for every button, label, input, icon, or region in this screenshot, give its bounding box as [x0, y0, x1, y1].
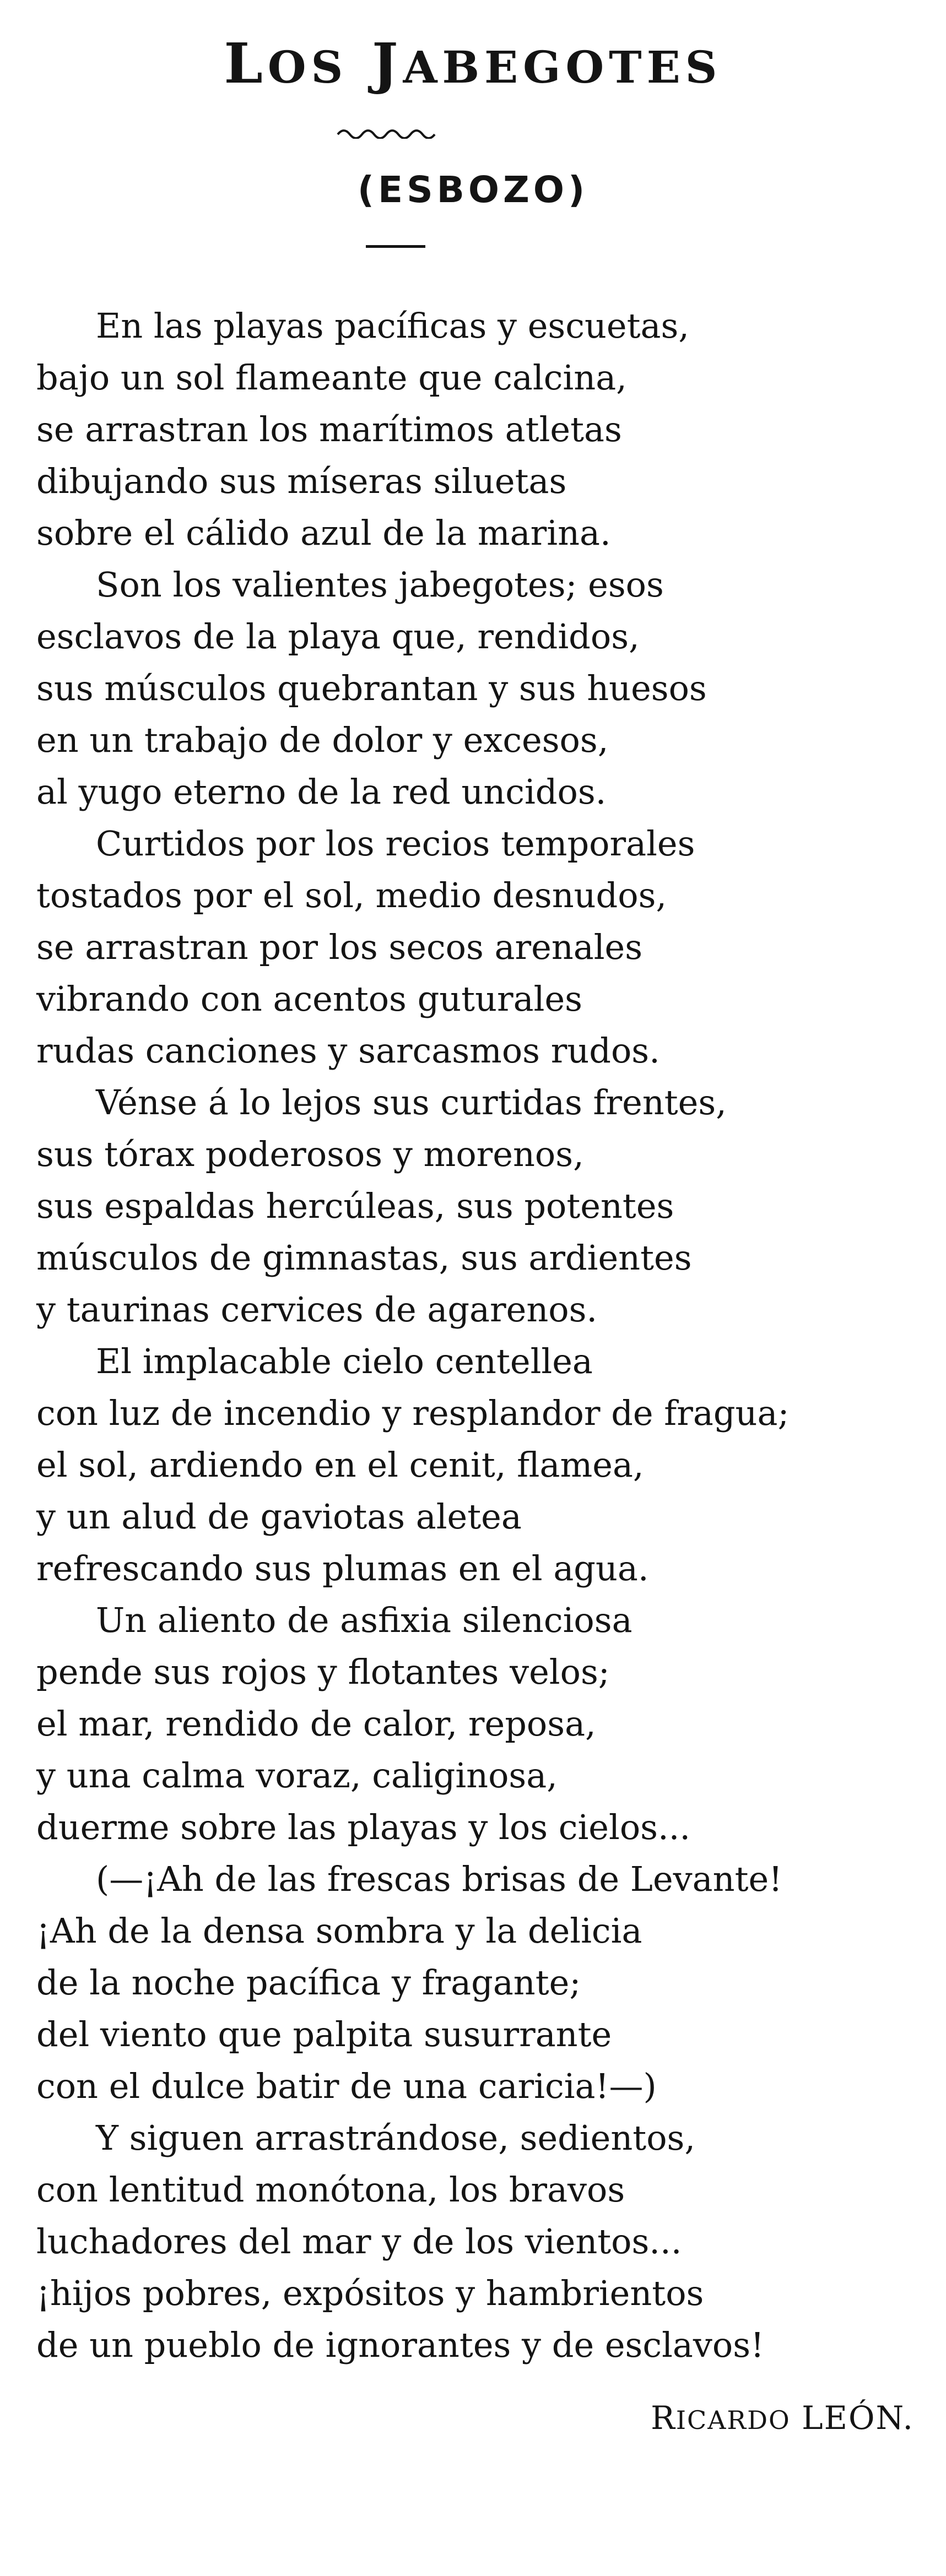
poem-line: con lentitud monótona, los bravos — [36, 2170, 625, 2210]
poem-line: pende sus rojos y flotantes velos; — [36, 1652, 610, 1692]
author-last-name: LEÓN. — [802, 2399, 914, 2437]
stanza-1 — [36, 300, 918, 559]
poem-line: y un alud de gaviotas aletea — [36, 1496, 522, 1537]
stanza-4 — [36, 1077, 918, 1336]
stanza-3 — [36, 818, 918, 1077]
poem-line: tostados por el sol, medio desnudos, — [36, 875, 667, 915]
poem-line: de la noche pacífica y fragante; — [36, 1962, 581, 2003]
poem-line: y taurinas cervices de agarenos. — [36, 1289, 598, 1330]
poem-line: con luz de incendio y resplandor de fragua; — [36, 1393, 790, 1433]
poem-line: al yugo eterno de la red uncidos. — [36, 772, 607, 812]
poem-line: duerme sobre las playas y los cielos... — [36, 1807, 691, 1847]
poem-line: Y siguen arrastrándose, sedientos, — [96, 2118, 696, 2158]
poem-line: de un pueblo de ignorantes y de esclavos! — [36, 2325, 764, 2365]
title-initial-1: L — [224, 31, 268, 96]
title-rest-2: ABEGOTES — [403, 41, 722, 93]
wavy-ornament-divider — [336, 126, 440, 139]
poem-line: vibrando con acentos guturales — [36, 979, 582, 1019]
poem-line: bajo un sol flameante que calcina, — [36, 357, 627, 398]
poem-line: se arrastran por los secos arenales — [36, 927, 643, 967]
poem-body — [36, 300, 918, 2371]
poem-line: En las playas pacíficas y escuetas, — [96, 306, 689, 346]
stanza-7 — [36, 1853, 918, 2112]
poem-line: el sol, ardiendo en el cenit, flamea, — [36, 1445, 644, 1485]
poem-line: refrescando sus plumas en el agua. — [36, 1548, 649, 1588]
title-rule-divider — [366, 245, 425, 248]
poem-line: músculos de gimnastas, sus ardientes — [36, 1238, 692, 1278]
poem-line: dibujando sus míseras siluetas — [36, 461, 567, 501]
author-signature — [651, 2396, 914, 2442]
poem-line: ¡hijos pobres, expósitos y hambrientos — [36, 2273, 704, 2313]
poem-line: (—¡Ah de las frescas brisas de Levante! — [96, 1859, 783, 1899]
poem-line: con el dulce batir de una caricia!—) — [36, 2066, 657, 2106]
poem-line: Un aliento de asfixia silenciosa — [96, 1600, 633, 1640]
poem-line: Curtidos por los recios temporales — [96, 823, 695, 864]
poem-subtitle: (ESBOZO) — [357, 169, 589, 211]
poem-line: en un trabajo de dolor y excesos, — [36, 720, 609, 760]
title-initial-2: J — [372, 31, 403, 96]
stanza-8 — [36, 2112, 918, 2371]
stanza-6 — [36, 1595, 918, 1853]
poem-line: Vénse á lo lejos sus curtidas frentes, — [96, 1082, 727, 1122]
poem-line: luchadores del mar y de los vientos... — [36, 2221, 682, 2262]
poem-line: y una calma voraz, caliginosa, — [36, 1755, 558, 1796]
stanza-5 — [36, 1336, 918, 1595]
author-initial: R — [651, 2399, 676, 2437]
poem-line: ¡Ah de la densa sombra y la delicia — [36, 1911, 642, 1951]
poem-line: esclavos de la playa que, rendidos, — [36, 616, 640, 657]
poem-line: se arrastran los marítimos atletas — [36, 409, 622, 449]
poem-line: del viento que palpita susurrante — [36, 2014, 612, 2054]
poem-line: sus espaldas hercúleas, sus potentes — [36, 1186, 674, 1226]
poem-line: sus músculos quebrantan y sus huesos — [36, 668, 707, 708]
poem-line: sus tórax poderosos y morenos, — [36, 1134, 584, 1174]
poem-line: Son los valientes jabegotes; esos — [96, 565, 664, 605]
title-rest-1: OS — [267, 41, 348, 93]
poem-line: el mar, rendido de calor, reposa, — [36, 1704, 596, 1744]
poem-line: El implacable cielo centellea — [96, 1341, 593, 1381]
poem-line: sobre el cálido azul de la marina. — [36, 513, 611, 553]
poem-title — [0, 28, 946, 103]
author-first-name: ICARDO — [675, 2405, 791, 2435]
stanza-2 — [36, 559, 918, 818]
poem-line: rudas canciones y sarcasmos rudos. — [36, 1031, 660, 1071]
